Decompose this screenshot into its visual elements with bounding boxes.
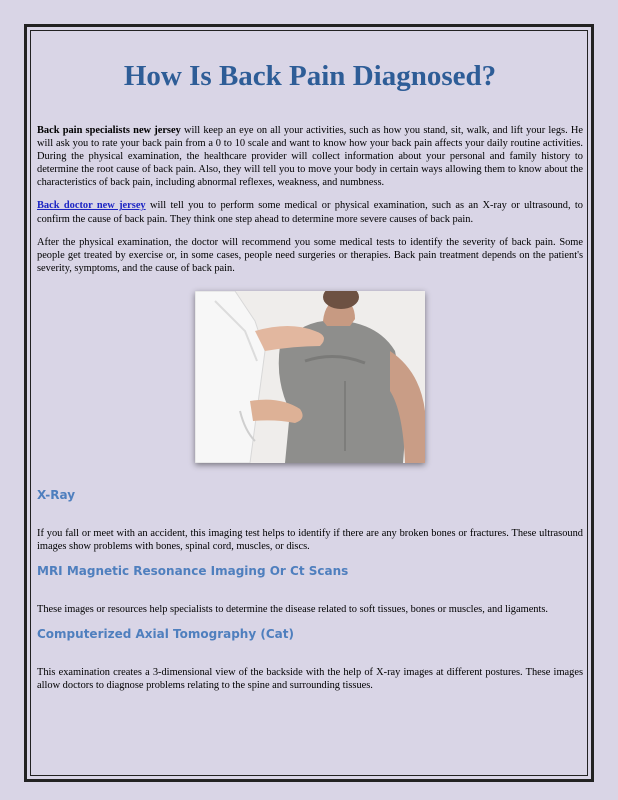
spacer <box>37 642 583 662</box>
intro-bold-lead: Back pain specialists new jersey <box>37 125 181 136</box>
intro-text: will keep an eye on all your activities, such as how you stand, sit, walk, and lift your legs. He will ask you to rate your back pain from a 0 to 10 scale and want to know how your back pain affects your daily routine activities. During the physical examination, the healthcare provider will collect information about your personal and family history to determine the root cause of back pain. Also, they will tell you to move your body in certain ways allowing them to know about the characteristics of back pain, including abnormal reflexes, weakness, and numbness. <box>37 125 583 189</box>
third-paragraph: After the physical examination, the doctor will recommend you some medical tests to identify the severity of back pain. Some people get treated by exercise or, in some cases, people need surgeries or therapies. Back pain treatment depends on the patient's severity, symptoms, and the cause of back pain. <box>37 236 583 274</box>
section-heading-xray: X-Ray <box>37 487 76 502</box>
back-exam-photo <box>195 291 425 463</box>
second-paragraph <box>37 199 583 225</box>
page-title: How Is Back Pain Diagnosed? <box>123 60 497 92</box>
section-heading-cat: Computerized Axial Tomography (Cat) <box>37 627 294 642</box>
section-body-xray: If you fall or meet with an accident, this imaging test helps to identify if there are any broken bones or fractures. These ultrasound images show problems with bones, spinal cord, muscles, or discs. <box>37 527 583 553</box>
doctor-examining-patient-illustration <box>195 291 425 463</box>
document-content <box>37 58 583 702</box>
intro-paragraph <box>37 124 583 189</box>
section-body-cat: This examination creates a 3-dimensional view of the backside with the help of X-ray images at different postures. These images allow doctors to diagnose problems relating to the spine and surrounding tissues. <box>37 667 583 692</box>
back-doctor-link[interactable]: Back doctor new jersey <box>37 200 146 212</box>
section-heading-mri: MRI Magnetic Resonance Imaging Or Ct Scans <box>37 564 349 579</box>
spacer <box>37 503 583 523</box>
second-text: will tell you to perform some medical or physical examination, such as an X-ray or ultrasound, to confirm the cause of back pain. They think one step ahead to determine more severe causes of back pain. <box>37 200 584 225</box>
spacer <box>37 579 583 599</box>
section-body-mri: These images or resources help specialists to determine the disease related to soft tissues, bones or muscles, and ligaments. <box>37 604 549 616</box>
